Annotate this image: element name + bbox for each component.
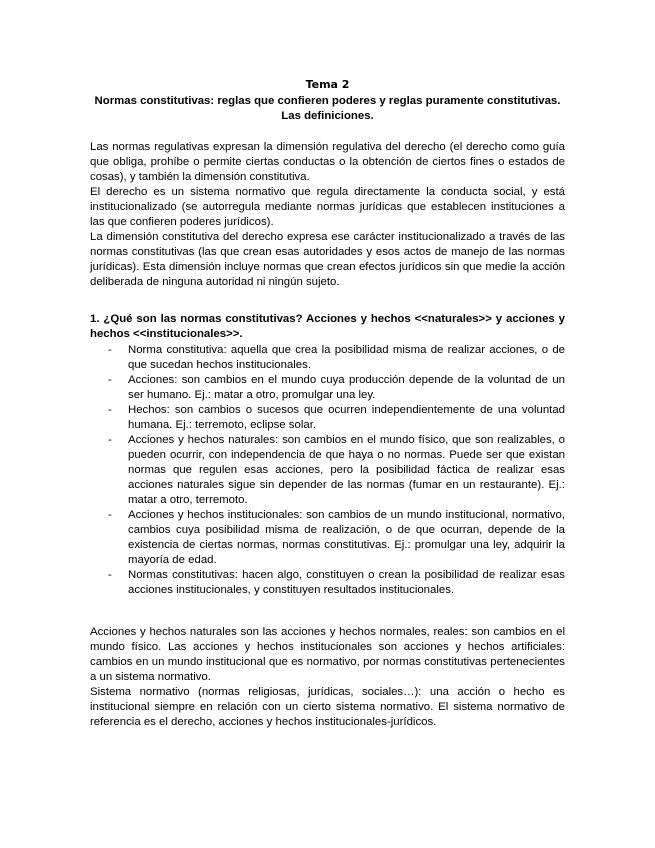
bullet-dash: - <box>108 374 112 386</box>
closing-section <box>90 625 565 730</box>
list-item-text: Norma constitutiva: aquella que crea la posibilidad misma de realizar acciones, o de que sucedan hechos institucionales. <box>128 344 565 371</box>
bullet-dash: - <box>108 509 112 521</box>
bullet-dash: - <box>108 404 112 416</box>
bullet-dash: - <box>108 434 112 446</box>
closing-paragraph: Acciones y hechos naturales son las acciones y hechos normales, reales: son cambios en el mundo físico. Las acciones y hechos institucionales son acciones y hechos artificiales: cambios en un mundo institucional que es normativo, por normas constitutivas pertenecientes a un sistema normativo. <box>90 626 565 683</box>
closing-paragraph: Sistema normativo (normas religiosas, jurídicas, sociales…): una acción o hecho es institucional siempre en relación con un cierto sistema normativo. El sistema normativo de referencia es el derecho, acciones y hechos institucionales-jurídicos. <box>90 686 565 728</box>
list-item-text: Hechos: son cambios o sucesos que ocurren independientemente de una voluntad humana. Ej.: terremoto, eclipse solar. <box>128 404 565 431</box>
bullet-dash: - <box>108 569 112 581</box>
document-title: Tema 2 <box>305 78 350 91</box>
list-item-text: Acciones: son cambios en el mundo cuya producción depende de la voluntad de un ser humano. Ej.: matar a otro, promulgar una ley. <box>128 374 565 401</box>
list-item <box>90 343 565 373</box>
list-item <box>90 403 565 433</box>
bullet-dash: - <box>108 344 112 356</box>
intro-section <box>90 140 565 290</box>
list-item <box>90 433 565 508</box>
list-item-text: Normas constitutivas: hacen algo, constituyen o crean la posibilidad de realizar esas acciones institucionales, y constituyen resultados institucionales. <box>128 569 565 596</box>
list-item-text: Acciones y hechos naturales: son cambios en el mundo físico, que son realizables, o pueden ocurrir, con independencia de que haya o no normas. Puede ser que existan normas que regulen esas acciones, pero la posibilidad fáctica de realizar esas acciones naturales sigue sin depender de las normas (fumar en un restaurante). Ej.: matar a otro, terremoto. <box>128 434 565 506</box>
intro-paragraph: Las normas regulativas expresan la dimensión regulativa del derecho (el derecho como guía que obliga, prohíbe o permite ciertas conductas o la obtención de ciertos fines o estados de cosas), y también la dimensión constitutiva. <box>90 141 565 183</box>
intro-paragraph: La dimensión constitutiva del derecho expresa ese carácter institucionalizado a través de las normas constitutivas (las que crean esas autoridades y esos actos de manejo de las normas jurídicas). Esta dimensión incluye normas que crean efectos jurídicos sin que medie la acción deliberada de ninguna autoridad ni ningún sujeto. <box>90 231 565 288</box>
document-subtitle: Normas constitutivas: reglas que confieren poderes y reglas puramente constitutivas. Las definiciones. <box>94 95 561 122</box>
list-item <box>90 373 565 403</box>
list-item <box>90 568 565 598</box>
list-item-text: Acciones y hechos institucionales: son cambios de un mundo institucional, normativo, cambios cuya posibilidad misma de realización, o de que ocurran, depende de la existencia de ciertas normas, normas constitutivas. Ej.: promulgar una ley, adquirir la mayoría de edad. <box>128 509 565 566</box>
section-heading: 1. ¿Qué son las normas constitutivas? Acciones y hechos <<naturales>> y acciones y hechos <<institucionales>>. <box>90 313 565 340</box>
intro-paragraph: El derecho es un sistema normativo que regula directamente la conducta social, y está institucionalizado (se autorregula mediante normas jurídicas que establecen instituciones a las que confieren poderes jurídicos). <box>90 186 565 228</box>
list-item <box>90 508 565 568</box>
definitions-list <box>90 343 565 598</box>
